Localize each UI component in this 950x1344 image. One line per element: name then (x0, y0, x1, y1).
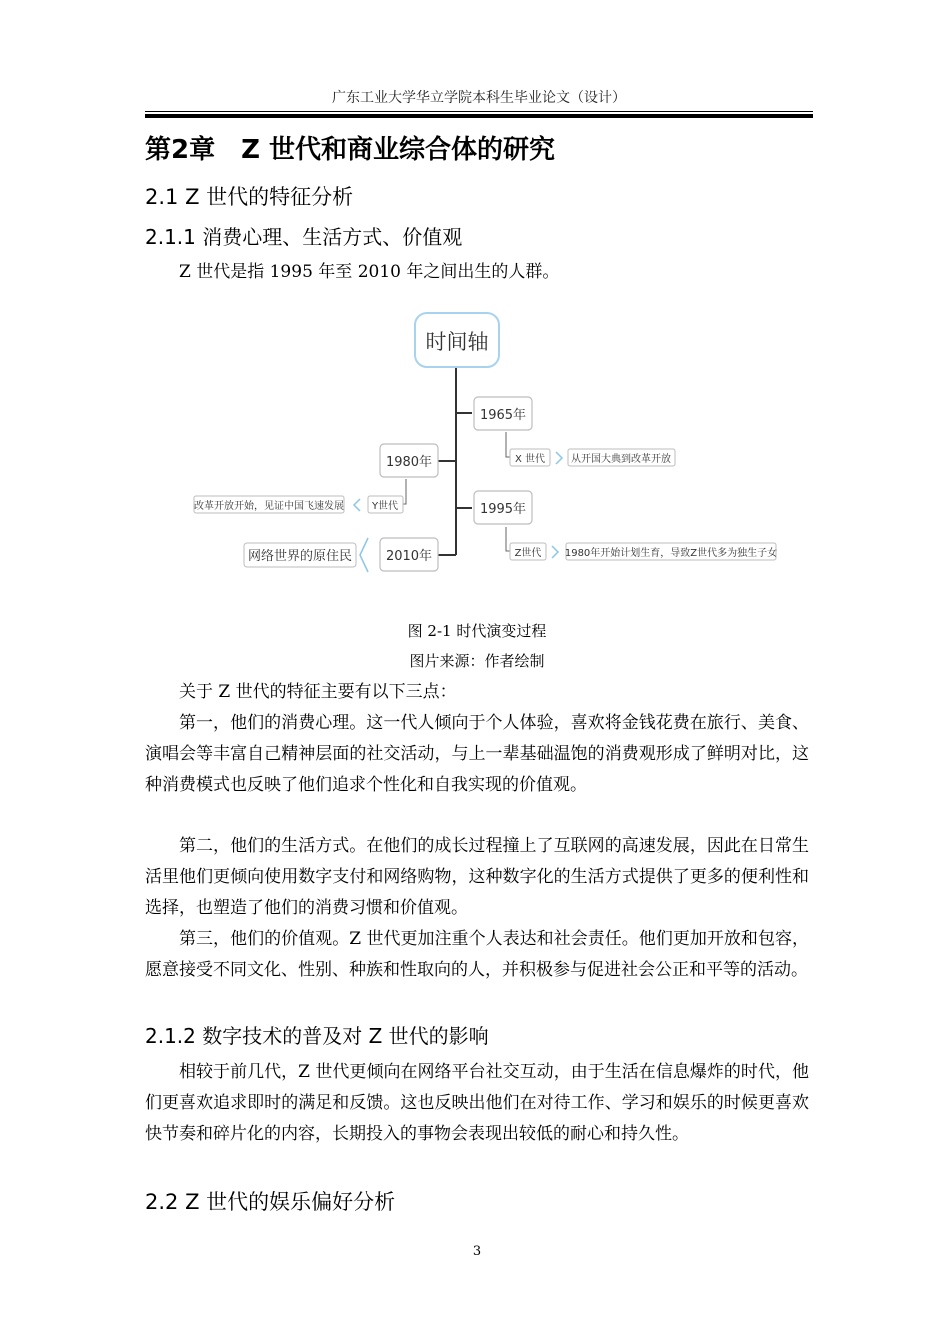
section-2-1-1-heading: 2.1.1 消费心理、生活方式、价值观 (145, 225, 463, 249)
node-1995 (474, 491, 532, 524)
figure-caption: 图 2-1 时代演变过程 (407, 622, 547, 640)
desc-y-label: 改革开放开始，见证中国飞速发展 (194, 501, 344, 512)
desc-z-label: 1980年开始计划生育，导致Z世代多为独生子女 (564, 548, 778, 559)
timeline-diagram (190, 305, 790, 590)
desc-y-tag (194, 496, 344, 513)
header-rule-thick (145, 114, 813, 118)
figure-source: 图片来源：作者绘制 (409, 652, 545, 670)
node-1965 (474, 397, 532, 430)
chapter-title: 第2章 Z 世代和商业综合体的研究 (145, 135, 555, 165)
point-3-paragraph: 第三，他们的价值观。Z 世代更加注重个人表达和社会责任。他们更加开放和包容，愿意接受不同文化、性别、种族和性取向的人，并积极参与促进社会公正和平等的活动。 (145, 929, 809, 980)
node-1995-label: 1995年 (479, 502, 527, 517)
connector-gen-z (506, 527, 510, 551)
gen-y-label: Y世代 (371, 501, 399, 512)
desc-x-tag (568, 449, 675, 466)
gen-y-tag (368, 496, 403, 513)
gen-x-label: X 世代 (514, 454, 546, 465)
section-2-1-heading: 2.1 Z 世代的特征分析 (145, 185, 354, 209)
page-number: 3 (472, 1244, 482, 1259)
point-2-paragraph: 第二，他们的生活方式。在他们的成长过程撞上了互联网的高速发展，因此在日常生活里他们更倾向使用数字支付和网络购物，这种数字化的生活方式提供了更多的便利性和选择，也塑造了他们的消费习惯和价值观。 (145, 836, 809, 918)
node-1965-label: 1965年 (479, 408, 527, 423)
desc-2010-label: 网络世界的原住民 (247, 549, 353, 564)
point-1-paragraph: 第一，他们的消费心理。这一代人倾向于个人体验，喜欢将金钱花费在旅行、美食、演唱会等丰富自己精神层面的社交活动，与上一辈基础温饱的消费观形成了鲜明对比，这种消费模式也反映了他们追求个性化和自我实现的价值观。 (145, 713, 809, 795)
chevron-right-icon (556, 452, 562, 464)
gen-x-tag (510, 449, 550, 466)
node-1980-label: 1980年 (385, 455, 433, 470)
section-2-1-2-heading: 2.1.2 数字技术的普及对 Z 世代的影响 (145, 1024, 489, 1048)
gen-z-tag (510, 543, 546, 560)
digital-paragraph: 相较于前几代，Z 世代更倾向在网络平台社交互动，由于生活在信息爆炸的时代，他们更喜欢追求即时的满足和反馈。这也反映出他们在对待工作、学习和娱乐的时候更喜欢快节奏和碎片化的内容，长期投入的事物会表现出较低的耐心和持久性。 (145, 1062, 809, 1144)
features-lead-paragraph: 关于 Z 世代的特征主要有以下三点： (179, 682, 457, 702)
section-2-2-heading: 2.2 Z 世代的娱乐偏好分析 (145, 1190, 396, 1214)
intro-paragraph: Z 世代是指 1995 年至 2010 年之间出生的人群。 (179, 262, 560, 282)
connector-gen-x (506, 432, 510, 457)
running-header: 广东工业大学华立学院本科生毕业论文（设计） (332, 90, 626, 106)
chevron-right-icon (552, 546, 558, 558)
header-rule-thin (145, 111, 813, 112)
desc-x-label: 从开国大典到改革开放 (571, 454, 671, 465)
node-1980 (380, 444, 438, 477)
chevron-left-icon (354, 499, 360, 511)
gen-z-label: Z世代 (514, 548, 542, 559)
node-2010-label: 2010年 (385, 549, 433, 564)
bracket-left-icon (360, 538, 368, 572)
root-node (415, 313, 499, 367)
node-2010 (380, 538, 438, 571)
desc-z-tag (565, 543, 777, 560)
desc-2010-tag (244, 543, 356, 567)
root-node-label: 时间轴 (425, 330, 489, 354)
